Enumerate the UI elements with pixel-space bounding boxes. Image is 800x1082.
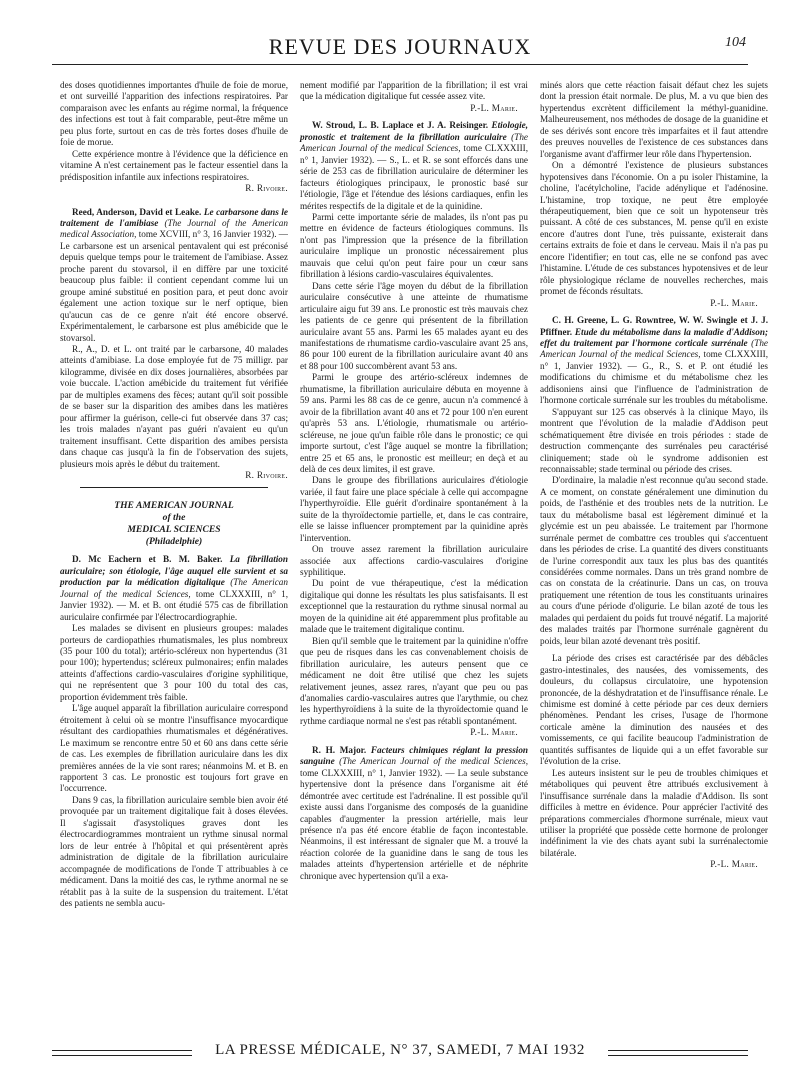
page-footer — [52, 1042, 748, 1062]
signature: P.-L. Marie. — [710, 859, 758, 870]
paragraph: On trouve assez rarement la fibrillation auriculaire associée aux affections cardio-vasculaires d'origine syphilitique. — [300, 544, 528, 578]
paragraph: Parmi cette importante série de malades, ils n'ont pas pu mettre en évidence de facteurs étiologiques communs. Ils n'ont pas l'impression que la présence de la fibrillation auriculaire implique un pronostic nécessairement plus mauvais que celui qu'on peut faire pour un cœur sans fibrillation à lésions cardio-vasculaires équivalentes. — [300, 211, 528, 280]
article-reference: (The American Journal of the medical Sciences, — [540, 337, 768, 360]
article-reference: (The American Journal of the medical Sciences, — [60, 577, 288, 599]
signature: P.-L. Marie. — [470, 727, 518, 738]
footer-publication-line: LA PRESSE MÉDICALE, N° 37, SAMEDI, 7 MAI 1932 — [209, 1042, 591, 1058]
page-number: 104 — [725, 35, 746, 50]
article-authors: W. Stroud, L. B. Laplace et J. A. Reisinger. — [312, 120, 489, 131]
article-major — [300, 745, 528, 882]
article-body: tome CLXXXIII, n° 1, Janvier 1932). — S., L. et R. se sont efforcés dans une série de 253 cas de fibrillation auriculaire de déterminer les facteurs étiologiques principaux, le pronostic basé sur l'étiologie, l'âge et l'étendue des lésions cardiaques, enfin les mérites respectifs de la digitale et de la quinidine. — [300, 143, 528, 211]
paragraph: Dans cette série l'âge moyen du début de la fibrillation auriculaire consécutive à une atteinte de rhumatisme articulaire aigu fut 39 ans. Le pronostic est très mauvais chez les patients de ce genre qui présentent de la fibrillation auriculaire avant 55 ans. Parmi les 65 malades ayant eu des manifestations de rhumatisme cardio-vasculaire avant 25 ans, 86 pour 100 eurent de la fibrillation auriculaire avant 40 ans et 88 pour 100 succombèrent avant 53 ans. — [300, 280, 528, 371]
paragraph: R., A., D. et L. ont traité par le carbarsone, 40 malades atteints d'amibiase. La dose employée fut de 75 milligr. par kilogramme, divisée en dix doses journalières, absorbées par voie buccale. L'action amébicide du traitement fut vérifiée par de multiples examens des fèces; autant qu'il soit possible de se baser sur la disparition des amibes dans les matières pour affirmer la guérison, celle-ci fut observée dans 37 cas; les trois malades n'ayant pas guéri n'avaient eu qu'un traitement insuffisant. Cette disparition des amibes persista dans chaque cas jusqu'à la fin de l'observation des sujets, plusieurs mois après le début du traitement. — [60, 343, 288, 469]
paragraph: nement modifié par l'apparition de la fibrillation; il est vrai que la médication digitalique fut cessée assez vite. — [300, 80, 528, 102]
page-header — [52, 34, 748, 62]
paragraph: Du point de vue thérapeutique, c'est la médication digitalique qui donne les résultats les plus satisfaisants. Il est exceptionnel que la restauration du rythme sinusal normal au moyen de la quinidine ait été apparemment plus profitable au malade que le traitement digitalique continu. — [300, 578, 528, 635]
article-rivoire-carbarsone — [60, 207, 288, 344]
header-rule — [52, 64, 748, 65]
article-reference: (The American Journal of the medical Sciences, — [339, 756, 528, 767]
signature: P.-L. Marie. — [470, 102, 518, 113]
paragraph: Cette expérience montre à l'évidence que la déficience en vitamine A n'est certainement pas le facteur essentiel dans la prédisposition infantile aux infections respiratoires. — [60, 148, 288, 182]
paragraph: S'appuyant sur 125 cas observés à la clinique Mayo, ils montrent que l'évolution de la maladie d'Addison peut schématiquement être divisée en trois périodes : stade de destruction commençante des surrénales peu caractérisé cliniquement; stade où le syndrome addisonien est reconnaissable; stade terminal ou période des crises. — [540, 406, 768, 474]
signature: R. Rivoire. — [245, 469, 288, 480]
article-stroud-laplace-reisinger — [300, 120, 528, 212]
column-right — [540, 80, 768, 877]
paragraph: Les malades se divisent en plusieurs groupes: malades porteurs de cardiopathies rhumatismales, les plus nombreux (35 pour 100 du total); artério-scléreux non hypertendus (31 pour 100); hypertendus; scléreux pulmonaires; enfin malades atteints d'affections cardio-vasculaires d'origine syphilitique, qui ne représentent que 3 pour 100 du total des cas, proportion évidemment très faible. — [60, 623, 288, 702]
article-authors: D. Mc Eachern et B. M. Baker. — [72, 554, 223, 565]
article-reference: (The American Journal of the medical Sciences, — [300, 131, 528, 154]
article-title: Etiologie, pronostic et traitement de la fibrillation auriculaire — [300, 120, 528, 142]
signature: R. Rivoire. — [245, 183, 288, 194]
article-title: La fibrillation auriculaire; son étiologie, l'âge auquel elle survient et sa production par la médication digitalique — [60, 554, 288, 588]
paragraph: Dans le groupe des fibrillations auriculaires d'étiologie variée, il faut faire une place spéciale à celle qui accompagne l'hyperthyroïdie. Elle guérit d'ordinaire spontanément à la suite de la thyroïdectomie partielle, et, dans le cas contraire, elle se laisse influencer promptement par la quinidine après l'intervention. — [300, 475, 528, 543]
paragraph: La période des crises est caractérisée par des débâcles gastro-intestinales, des nausées, des vomissements, des douleurs, du collapsus circulatoire, une hypotension prononcée, de la déshydratation et de l'insuffisance rénale. Le chimisme est dominé à cette période par ces deux derniers phénomènes. Pendant les crises, l'usage de l'hormone corticale amène la diminution des nausées et des vomissements, ce qui facilite beaucoup l'administration de quantités suffisantes de liquide qui a un effet favorable sur l'évolution de la crise. — [540, 653, 768, 767]
article-body: tome CLXXXIII, n° 1, Janvier 1932). — M. et B. ont étudié 575 cas de fibrillation auriculaire confirmée par l'électrocardiographie. — [60, 588, 288, 622]
article-body: tome CLXXXIII, n° 1, Janvier 1932). — La seule substance hypertensive dont la présence dans l'organisme ait été démontrée avec certitude est l'adrénaline. Il est possible qu'il existe aussi dans l'organisme des composés de la guanidine capables d'augmenter la pression artérielle, mais leur présence n'a pas été encore établie de façon incontestable. Néanmoins, il est intéressant de signaler que M. a trouvé la réaction colorée de la guanidine dans le sang de tous les malades atteints d'hypertension artérielle et de néphrite chronique avec hypertension qu'il a exa- — [300, 767, 528, 881]
paragraph: L'âge auquel apparaît la fibrillation auriculaire correspond étroitement à celui où se montre l'insuffisance myocardique résultant des cardiopathies rhumatismales et dégénératives. Le maximum se rencontre entre 50 et 60 ans dans cette série de cas. Les exemples de fibrillation auriculaire dans les dix premières années de la vie sont rares; néanmoins M. et B. en rapportent 3 cas. Le pronostic est toujours fort grave en l'occurrence. — [60, 703, 288, 794]
paragraph: Bien qu'il semble que le traitement par la quinidine n'offre que peu de risques dans les cas convenablement choisis de fibrillation auriculaire, les auteurs pensent que ce médicament ne doit être utilisé que chez les sujets relativement jeunes, assez rares, n'ayant que peu ou pas d'anomalies cardio-vasculaires autres que l'arythmie, ou chez les hyperthyroïdiens à la suite de la thyroïdectomie quand le rythme cardiaque normal ne s'est pas rétabli spontanément. — [300, 635, 528, 726]
paragraph: Dans 9 cas, la fibrillation auriculaire semble bien avoir été provoquée par un traitement digitalique fait à doses élevées. Il s'agissait d'asystoliques graves dont les électrocardiogrammes montraient un rythme sinusal normal lors de leur entrée à l'hôpital et qui présentèrent après administration de digitale de la fibrillation auriculaire accompagnée de modifications de l'onde T attribuables à ce médicament. Dans la moitié des cas, le rythme anormal ne se rétablit pas à la suite de la suspension du traitement. L'état des patients ne sembla aucu- — [60, 794, 288, 908]
section-journal-city: (Philadelphie) — [145, 536, 203, 548]
paragraph: D'ordinaire, la maladie n'est reconnue qu'au second stade. A ce moment, on constate généralement une diminution du poids, de l'asthénie et des troubles nets de la nutrition. Le taux du métabolisme basal est légèrement diminué et la glycémie est un peu abaissée. Le traitement par l'hormone surrénale permet de combattre ces troubles qui s'accentuent dans les périodes de crise. La quantité des divers constituants de l'urine correspondit aux taux les plus bas des quantités considérées comme normales. Dans un très grand nombre de cas on constata de la créatinurie. Dans un cas, on trouva pratiquement une rétention de tous les constituants urinaires au cours d'une période d'oligurie. Le bilan azoté de tous les malades qui perdaient du poids fut trouvé négatif. La majorité des malades traités par l'hormone surrénale gagnèrent du poids, leur bilan azoté devenant très positif. — [540, 475, 768, 646]
article-authors: Reed, Anderson, David et Leake. — [72, 206, 202, 217]
article-mceachern-baker — [60, 554, 288, 623]
article-title: Etude du métabolisme dans la maladie d'Addison; effet du traitement par l'hormone corticale surrénale — [540, 326, 768, 348]
signature: P.-L. Marie. — [710, 297, 758, 308]
paragraph: On a démontré l'existence de plusieurs substances hypotensives dans l'économie. On a pu isoler l'histamine, la choline, l'acétylcholine, l'acide adénylique et l'adénosine. L'histamine, trop toxique, ne peut être employée thérapeutiquement, bien que ce soit un hypotenseur très puissant. A côté de ces substances, M. pense qu'il en existe encore d'autres dont l'une, très puissante, existerait dans certains extraits de foie et dans le cerveau. Mais il n'a pas pu encore l'identifier; en tout cas, elle ne se confond pas avec l'histamine. L'étude de ces substances hypotensives et de leur rôle physiologique réclame de nouvelles recherches, mais promet de féconds résultats. — [540, 160, 768, 297]
paragraph: des doses quotidiennes importantes d'huile de foie de morue, et ont surveillé l'apparition des infections respiratoires. Par comparaison avec les enfants au régime normal, la fréquence des infections est tout à fait comparable, peut-être même un peu plus forte, surtout en cas de très fortes doses d'huile de foie de morue. — [60, 80, 288, 148]
paragraph: minés alors que cette réaction faisait défaut chez les sujets dont la pression était normale. De plus, M. a vu que bien des hypertendus excrètent difficilement la méthyl-guanidine. Malheureusement, nos méthodes de dosage de la guanidine et de ses dérivés sont encore très imparfaites et il faut attendre des preuves nouvelles de l'existence de ces substances dans l'organisme avant d'affirmer leur rôle dans l'hypertension. — [540, 80, 768, 159]
article-authors: R. H. Major. — [312, 744, 367, 755]
paragraph: Parmi le groupe des artério-scléreux indemnes de rhumatisme, la fibrillation auriculaire débuta en moyenne à 59 ans. Parmi les 88 cas de ce genre, aucun n'a commencé à avoir de la fibrillation avant 40 ans et 72 pour 100 n'en eurent qu'après 53 ans. L'étiologie, rhumatismale ou artério-scléreuse, ne joue qu'un faible rôle dans le pronostic; ce qui importe surtout, c'est l'âge auquel se montre la fibrillation; entre 25 et 65 ans, le pronostic est meilleur; en deçà et au delà de ces deux limites, il est grave. — [300, 372, 528, 474]
article-greene-rowntree — [540, 315, 768, 407]
article-authors: C. H. Greene, L. G. Rowntree, W. W. Swingle et J. J. Pfiffner. — [540, 315, 768, 337]
column-left — [60, 80, 288, 909]
article-reference: (The Journal of the American medical Association, — [60, 217, 288, 240]
article-title: Facteurs chimiques réglant la pression sanguine — [300, 744, 529, 767]
section-divider — [80, 487, 268, 488]
column-middle — [300, 80, 528, 882]
section-journal-name: of the — [162, 512, 186, 524]
article-body: tome CLXXXIII, n° 1, Janvier 1932). — G., R., S. et P. ont étudié les modifications du chimisme et du métabolisme chez les addisoniens ainsi que l'influence de l'administration de l'hormone corticale surrénale sur les troubles du métabolisme. — [540, 349, 768, 406]
article-title: Le carbarsone dans le traitement de l'amibiase — [60, 206, 288, 228]
article-body: tome XCVIII, n° 3, 16 Janvier 1932). — Le carbarsone est un arsenical pentavalent qui est préconisé depuis quelque temps pour le traitement de l'amibiase. Assez proche parent du stovarsol, il en diffère par une toxicité beaucoup plus faible: il contient cependant comme lui un groupe aminé substitué en position para, et peut donc avoir également une action toxique sur le nerf optique, bien qu'aucun cas de ce genre n'ait été encore observé. Expérimentalement, le carbarsone est plus amébicide que le stovarsol. — [60, 229, 288, 343]
section-journal-name: MEDICAL SCIENCES — [127, 524, 221, 536]
section-journal-name: THE AMERICAN JOURNAL — [114, 500, 234, 512]
paragraph: Les auteurs insistent sur le peu de troubles chimiques et métaboliques qui peuvent être attribués exclusivement à l'insuffisance surrénale dans la maladie d'Addison. Ils sont difficiles à mettre en évidence. Pour apprécier l'activité des préparations commerciales d'hormone surrénale, mieux vaut utiliser la propriété que possède cette hormone de prolonger indéfiniment la vie des chats ayant subi la surrénalectomie bilatérale. — [540, 767, 768, 858]
journal-title: REVUE DES JOURNAUX — [268, 34, 532, 59]
